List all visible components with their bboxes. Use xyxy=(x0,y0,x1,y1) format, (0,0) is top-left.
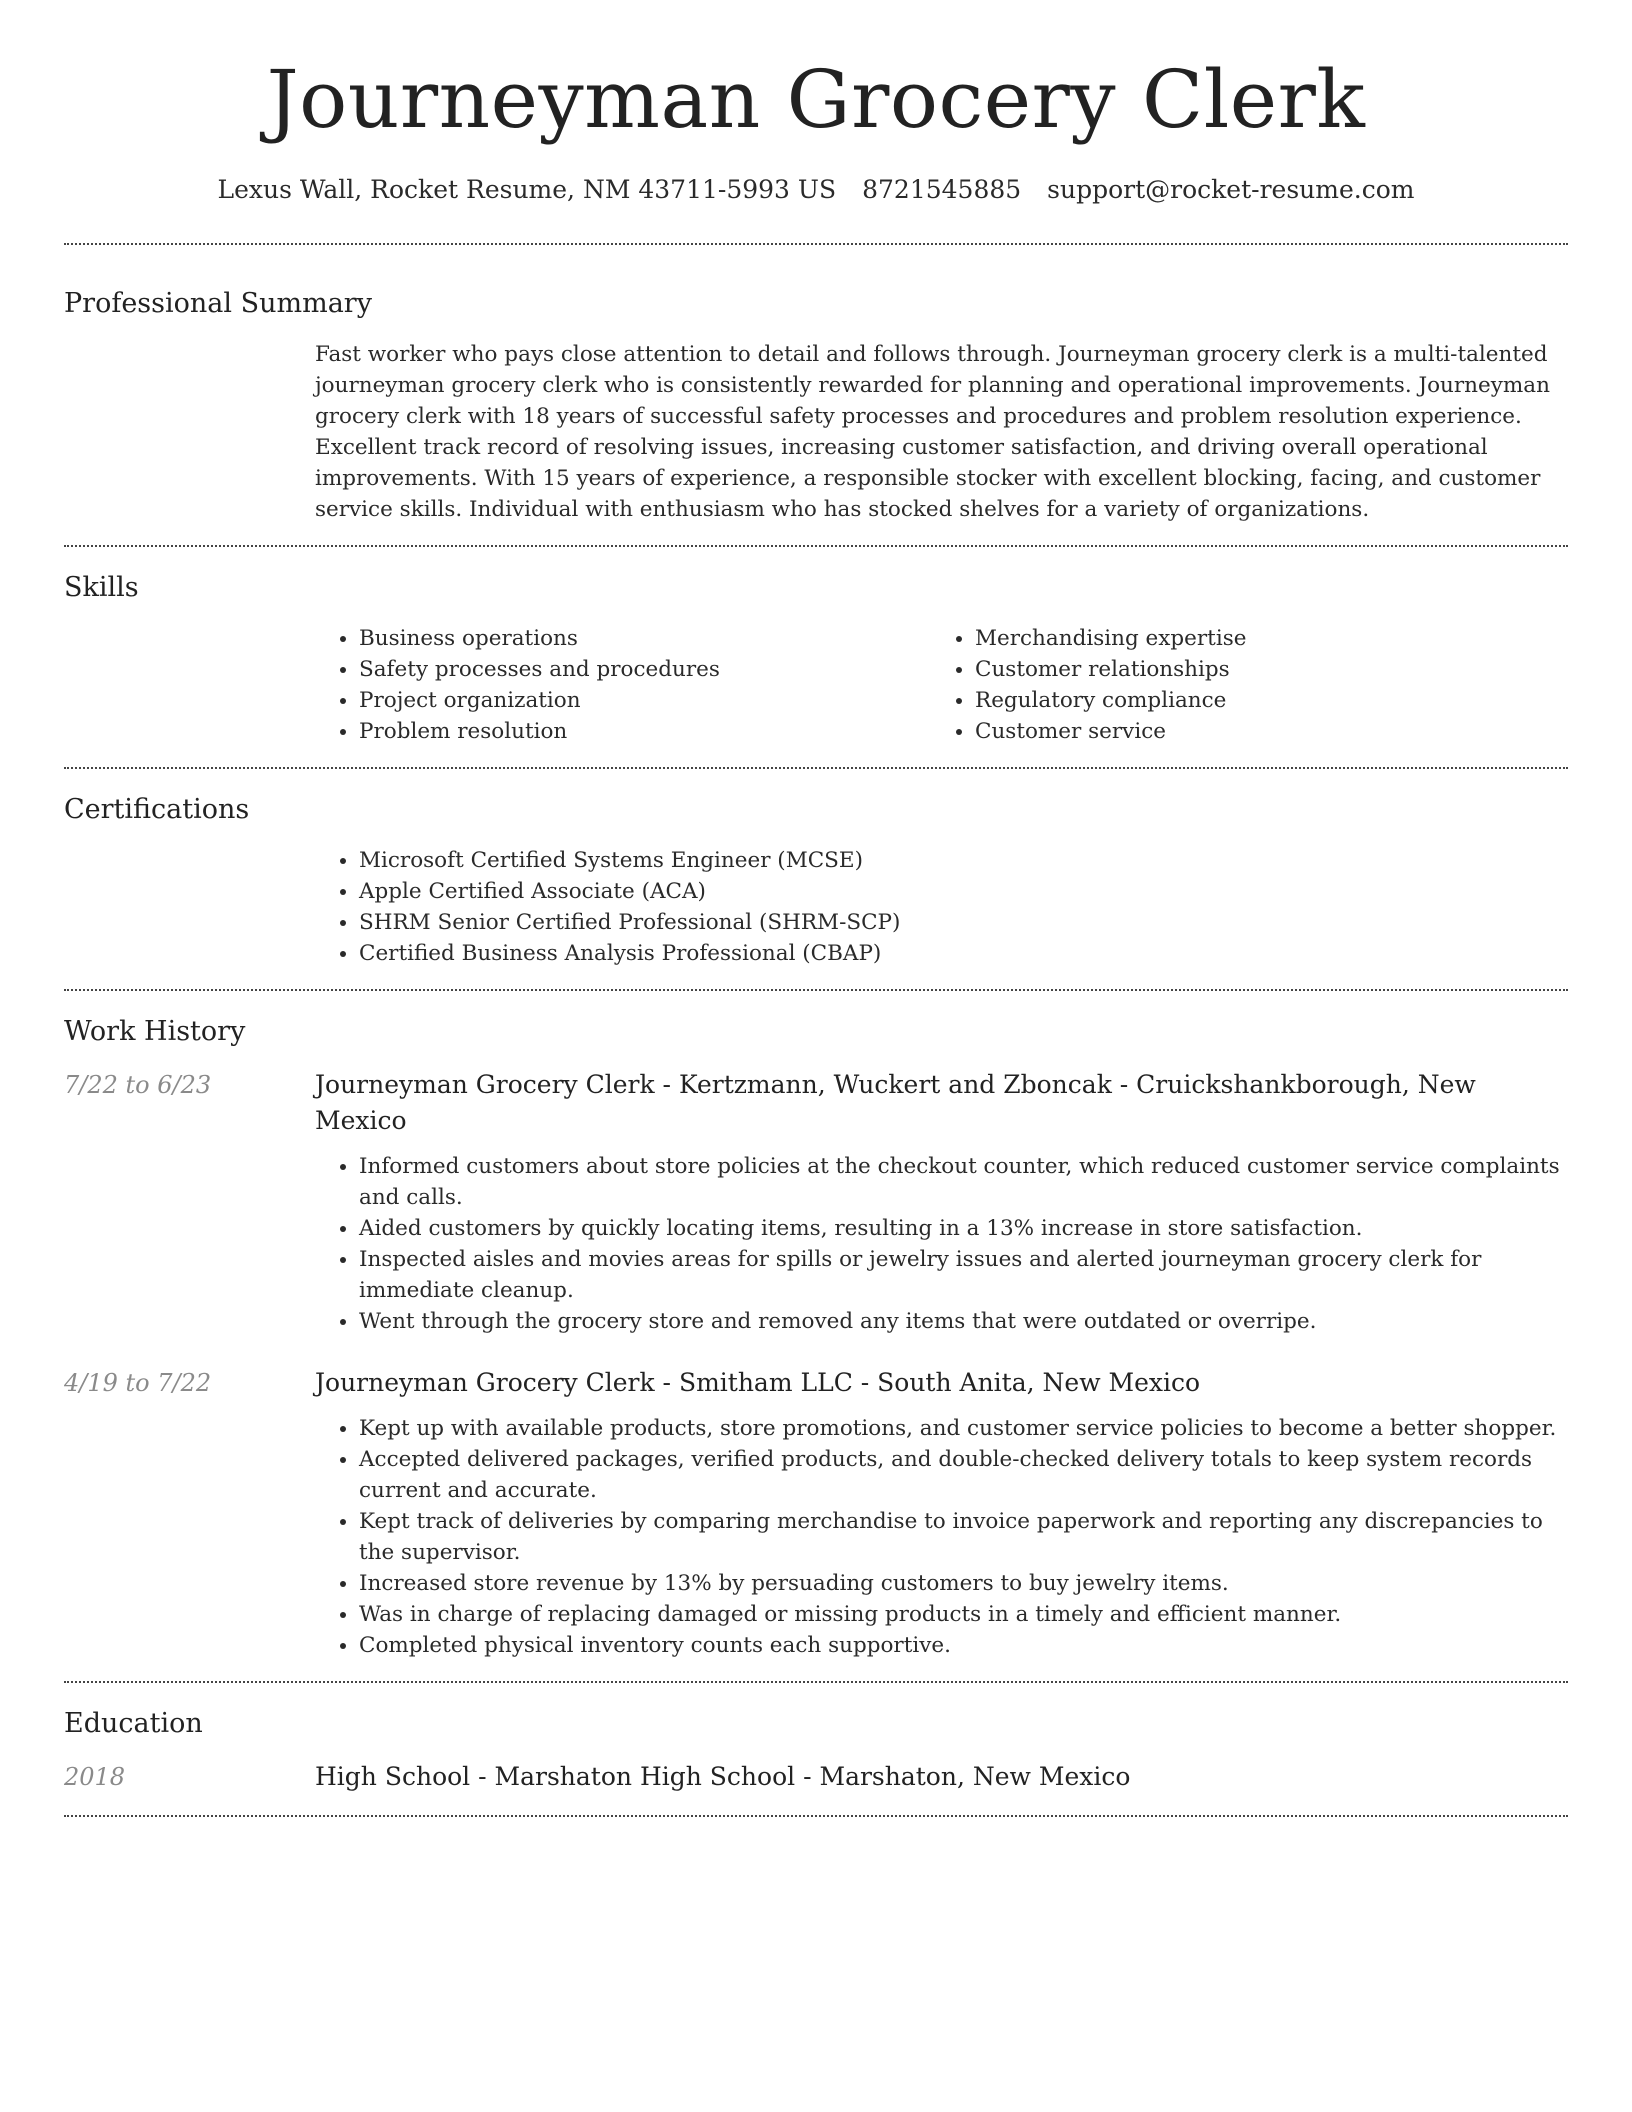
resume-header xyxy=(64,0,1568,206)
job-bullet: • Went through the grocery store and removed any items that were outdated or overripe. xyxy=(359,1306,1568,1337)
certification-item: • Apple Certified Associate (ACA) xyxy=(359,876,1568,907)
job-bullet: • Aided customers by quickly locating items, resulting in a 13% increase in store satisfaction. xyxy=(359,1213,1568,1244)
contact-phone: 8721545885 xyxy=(862,175,1022,204)
skill-item: • Customer service xyxy=(975,716,1547,747)
education-year: 2018 xyxy=(64,1763,126,1791)
job-bullet: • Inspected aisles and movies areas for spills or jewelry issues and alerted journeyman grocery clerk for immediate cleanup. xyxy=(359,1244,1568,1306)
job-entry xyxy=(64,1067,1568,1337)
job-bullet: • Increased store revenue by 13% by persuading customers to buy jewelry items. xyxy=(359,1568,1568,1599)
skill-item: • Merchandising expertise xyxy=(975,623,1547,654)
job-entry xyxy=(64,1365,1568,1661)
certifications-list xyxy=(315,845,1568,969)
certifications-section xyxy=(64,769,1568,989)
job-dates: 7/22 to 6/23 xyxy=(64,1071,212,1099)
job-title: Journeyman Grocery Clerk - Smitham LLC - South Anita, New Mexico xyxy=(315,1368,1201,1397)
job-bullet: • Completed physical inventory counts each supportive. xyxy=(359,1630,1568,1661)
candidate-name: Journeyman Grocery Clerk xyxy=(266,53,1366,146)
skill-item: • Project organization xyxy=(359,685,931,716)
job-dates: 4/19 to 7/22 xyxy=(64,1369,212,1397)
summary-section xyxy=(64,245,1568,545)
certification-item: • Certified Business Analysis Professional (CBAP) xyxy=(359,938,1568,969)
summary-heading: Professional Summary xyxy=(64,288,372,319)
skills-section xyxy=(64,547,1568,767)
contact-address: Lexus Wall, Rocket Resume, NM 43711-5993 US xyxy=(217,175,837,204)
contact-line xyxy=(64,174,1568,206)
job-bullet: • Kept up with available products, store promotions, and customer service policies to become a better shopper. xyxy=(359,1413,1568,1444)
education-heading: Education xyxy=(64,1708,203,1739)
skill-item: • Customer relationships xyxy=(975,654,1547,685)
job-title: Journeyman Grocery Clerk - Kertzmann, Wuckert and Zboncak - Cruickshankborough, New Mexico xyxy=(315,1070,1476,1135)
job-bullet: • Kept track of deliveries by comparing merchandise to invoice paperwork and reporting any discrepancies to the supervisor. xyxy=(359,1506,1568,1568)
section-divider xyxy=(64,1815,1568,1817)
certification-item: • SHRM Senior Certified Professional (SHRM-SCP) xyxy=(359,907,1568,938)
job-bullets xyxy=(315,1151,1568,1337)
skill-item: • Regulatory compliance xyxy=(975,685,1547,716)
work-history-heading: Work History xyxy=(64,1016,246,1047)
certifications-heading: Certifications xyxy=(64,794,250,825)
skills-list-right xyxy=(931,623,1547,747)
skills-grid xyxy=(315,623,1568,747)
skill-item: • Business operations xyxy=(359,623,931,654)
summary-text: Fast worker who pays close attention to detail and follows through. Journeyman grocery clerk is a multi-talented journeyman grocery clerk who is consistently rewarded for planning and operational improvements. Journeyman grocery clerk with 18 years of successful safety processes and procedures and problem resolution experience. Excellent track record of resolving issues, increasing customer satisfaction, and driving overall operational improvements. With 15 years of experience, a responsible stocker with excellent blocking, facing, and customer service skills. Individual with enthusiasm who has stocked shelves for a variety of organizations. xyxy=(315,342,1550,522)
education-section xyxy=(64,1683,1568,1815)
skills-heading: Skills xyxy=(64,572,139,603)
education-title: High School - Marshaton High School - Marshaton, New Mexico xyxy=(315,1762,1131,1791)
job-bullet: • Was in charge of replacing damaged or missing products in a timely and efficient manner. xyxy=(359,1599,1568,1630)
job-bullet: • Accepted delivered packages, verified products, and double-checked delivery totals to keep system records current and accurate. xyxy=(359,1444,1568,1506)
contact-email: support@rocket-resume.com xyxy=(1047,175,1415,204)
skill-item: • Problem resolution xyxy=(359,716,931,747)
job-bullet: • Informed customers about store policies at the checkout counter, which reduced customer service complaints and calls. xyxy=(359,1151,1568,1213)
education-entry xyxy=(64,1759,1568,1795)
job-bullets xyxy=(315,1413,1568,1661)
skills-list-left xyxy=(315,623,931,747)
work-history-section xyxy=(64,991,1568,1681)
certification-item: • Microsoft Certified Systems Engineer (MCSE) xyxy=(359,845,1568,876)
skill-item: • Safety processes and procedures xyxy=(359,654,931,685)
